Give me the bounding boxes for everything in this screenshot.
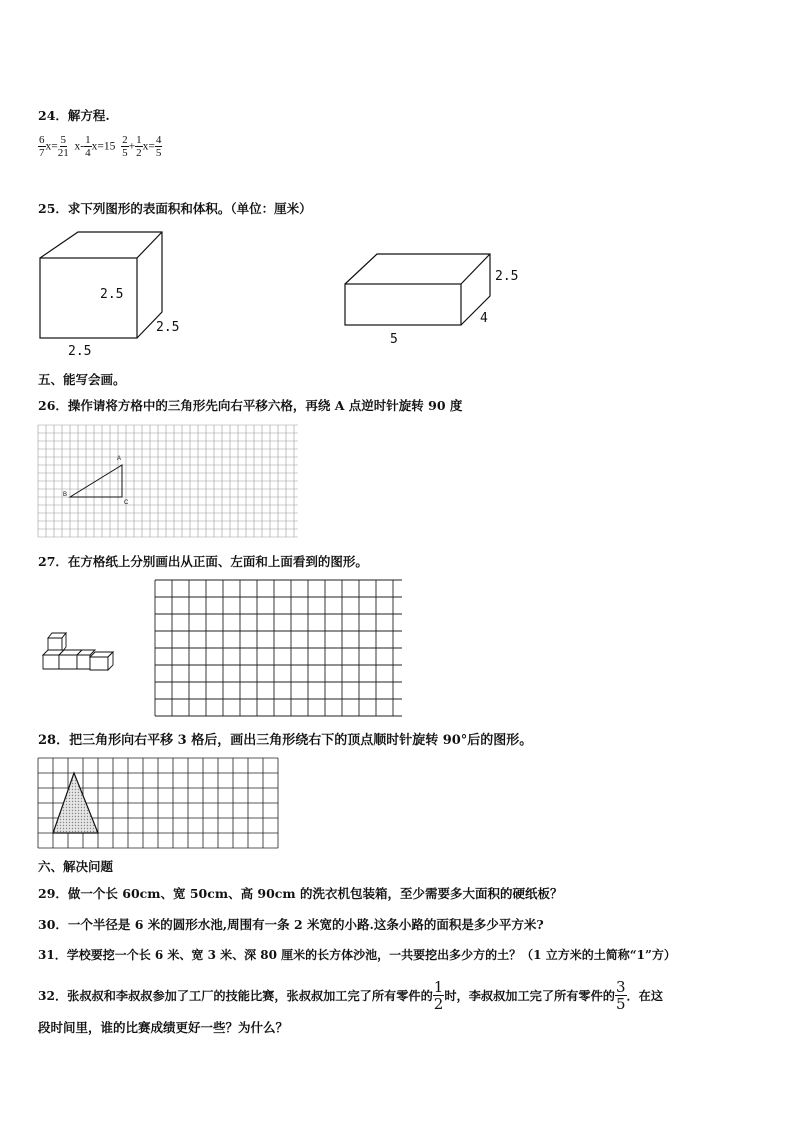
fraction-one-half: $\frac{1}{2}$ bbox=[433, 978, 444, 1013]
cube-height-label: 2.5 bbox=[100, 287, 124, 302]
q27-cube-stack bbox=[40, 630, 120, 675]
q30-text: 30．一个半径是 6 米的圆形水池,周围有一条 2 米宽的小路.这条小路的面积是多少平方米? bbox=[38, 917, 544, 932]
q26-label-a: A bbox=[117, 456, 122, 462]
q28-title: 28．把三角形向右平移 3 格后，画出三角形绕右下的顶点顺时针旋转 90°后的图形。 bbox=[38, 733, 533, 748]
section-5-title: 五、能写会画。 bbox=[38, 372, 126, 387]
cube-figure bbox=[40, 232, 162, 338]
q26-title: 26．操作请将方格中的三角形先向右平移六格，再绕 A 点逆时针旋转 90 度 bbox=[38, 398, 463, 413]
section-6-title: 六、解决问题 bbox=[38, 859, 114, 874]
fraction: $\frac{4}{5}$ bbox=[155, 134, 162, 159]
q27-title: 27．在方格纸上分别画出从正面、左面和上面看到的图形。 bbox=[38, 554, 368, 569]
cuboid-depth-label: 4 bbox=[480, 311, 488, 326]
cube-width-label: 2.5 bbox=[68, 344, 92, 359]
q27-grid bbox=[155, 580, 405, 718]
q26-label-c: C bbox=[124, 500, 129, 506]
q31-text: 31．学校要挖一个长 6 米、宽 3 米、深 80 厘米的长方体沙池，一共要挖出多少方的土？（1 立方米的土简称“1”方） bbox=[38, 948, 676, 962]
fraction: $\frac{1}{2}$ bbox=[136, 134, 142, 159]
cuboid-figure bbox=[345, 254, 490, 325]
q24-title: 24．解方程. bbox=[38, 108, 110, 123]
fraction: $\frac{1}{4}$ bbox=[85, 134, 91, 159]
fraction-three-fifths: $\frac{3}{5}$ bbox=[615, 978, 626, 1013]
q24-equations: $\frac{6}{7}$ x= $\frac{5}{21}$ x- $\frac{1}{4}$ x=15 $\frac{2}{5}$ + $\frac{1}{2}$ x= $\frac{4}{5}$ bbox=[39, 134, 162, 159]
cube-depth-label: 2.5 bbox=[156, 320, 180, 335]
fraction: $\frac{6}{7}$ bbox=[39, 134, 45, 159]
fraction: $\frac{5}{21}$ bbox=[57, 134, 69, 159]
q32-line1: 32．张叔叔和李叔叔参加了工厂的技能比赛，张叔叔加工完了所有零件的 $\frac{1}{2}$ 时，李叔叔加工完了所有零件的 $\frac{3}{5}$ ．在这 bbox=[38, 978, 664, 1013]
q26-label-b: B bbox=[63, 492, 68, 498]
q25-title: 25．求下列图形的表面积和体积。（单位：厘米） bbox=[38, 201, 312, 216]
q26-grid bbox=[38, 425, 300, 537]
q28-grid bbox=[38, 758, 280, 848]
fraction: $\frac{2}{5}$ bbox=[122, 134, 128, 159]
cuboid-height-label: 2.5 bbox=[495, 269, 519, 284]
cuboid-length-label: 5 bbox=[390, 332, 398, 347]
q29-text: 29．做一个长 60cm、宽 50cm、高 90cm 的洗衣机包装箱，至少需要多大面积的硬纸板？ bbox=[38, 886, 563, 901]
q32-line2: 段时间里，谁的比赛成绩更好一些？为什么？ bbox=[38, 1020, 289, 1035]
